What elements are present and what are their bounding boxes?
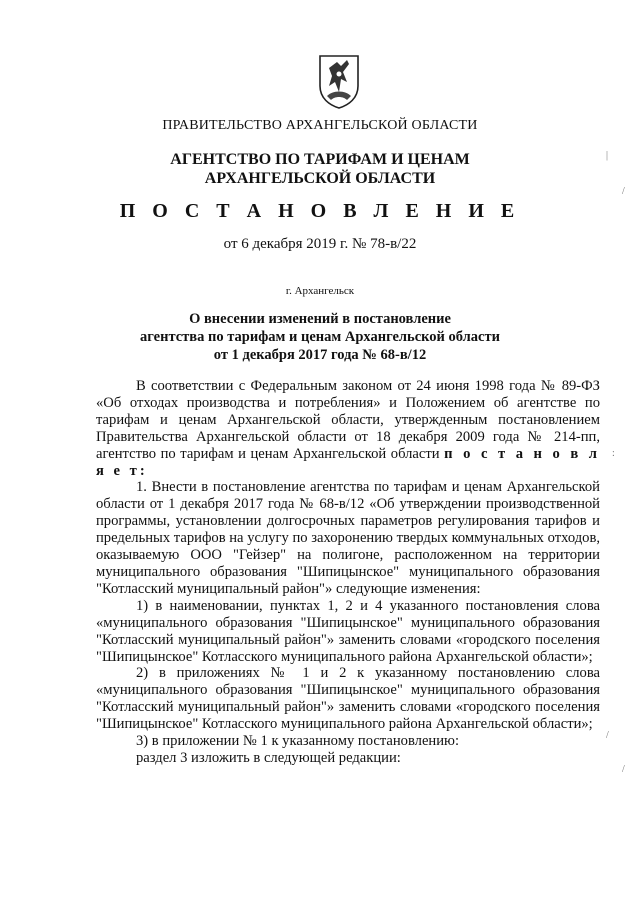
scan-mark: /: [606, 730, 609, 741]
scan-mark: /: [622, 764, 625, 775]
agency-name: [0, 150, 640, 188]
subject-line2: агентства по тарифам и ценам Архангельской области: [140, 329, 500, 345]
document-type-title: П О С Т А Н О В Л Е Н И Е: [119, 200, 521, 222]
scan-mark: :: [612, 448, 615, 459]
subclause-1-paragraph: 1) в наименовании, пунктах 1, 2 и 4 указанного постановления слова «муниципального образования "Шипицынское" муниципального образования "Котласский муниципальный район"» заменить словами «городского поселения "Шипицынское" Котласского муниципального района Архангельской области»;: [96, 597, 600, 665]
section-3-paragraph: раздел 3 изложить в следующей редакции:: [136, 749, 401, 766]
subclause-2-paragraph: 2) в приложениях № 1 и 2 к указанному постановлению слова «муниципального образования "Шипицынское" муниципального образования "Котласский муниципальный район"» заменить словами «городского поселения "Шипицынское" Котласского муниципального района Архангельской области»;: [96, 665, 600, 733]
agency-name-line1: АГЕНТСТВО ПО ТАРИФАМ И ЦЕНАМ: [170, 151, 470, 168]
subject-line1: О внесении изменений в постановление: [189, 311, 451, 327]
subject-line3: от 1 декабря 2017 года № 68-в/12: [213, 347, 427, 363]
preamble-text: В соответствии с Федеральным законом от 24 июня 1998 года № 89-ФЗ «Об отходах производства и потребления» и Положением об агентстве по тарифам и ценам Архангельской области, утвержденным постановлением Правительства Архангельской области от 18 декабря 2009 года № 214-пп, агентство по тарифам и ценам Архангельской области: [96, 378, 600, 462]
preamble-paragraph: [96, 378, 600, 479]
document-dateline: от 6 декабря 2019 г. № 78-в/22: [223, 236, 417, 252]
document-subject: [0, 310, 640, 364]
clause-1-paragraph: 1. Внести в постановление агентства по тарифам и ценам Архангельской области от 1 декабря 2017 года № 68-в/12 «Об утверждении производственной программы, установлении долгосрочных параметров регулирования тарифов и предельных тарифов на услугу по захоронению твердых коммунальных отходов, оказываемую ООО "Гейзер" на полигоне, расположенном на территории муниципального образования "Шипицынское" муниципального образования "Котласский муниципальный район"» следующие изменения:: [96, 479, 600, 597]
subclause-3-paragraph: 3) в приложении № 1 к указанному постановлению:: [136, 733, 460, 750]
document-city: г. Архангельск: [285, 285, 355, 297]
agency-name-line2: АРХАНГЕЛЬСКОЙ ОБЛАСТИ: [204, 170, 436, 187]
scan-mark: |: [606, 150, 609, 161]
document-body: [96, 378, 600, 767]
government-name: ПРАВИТЕЛЬСТВО АРХАНГЕЛЬСКОЙ ОБЛАСТИ: [162, 118, 478, 133]
resolves-word: п о с т а н о в л я е т:: [96, 445, 600, 479]
scan-mark: /: [622, 186, 625, 197]
coat-of-arms-emblem: [317, 52, 361, 110]
